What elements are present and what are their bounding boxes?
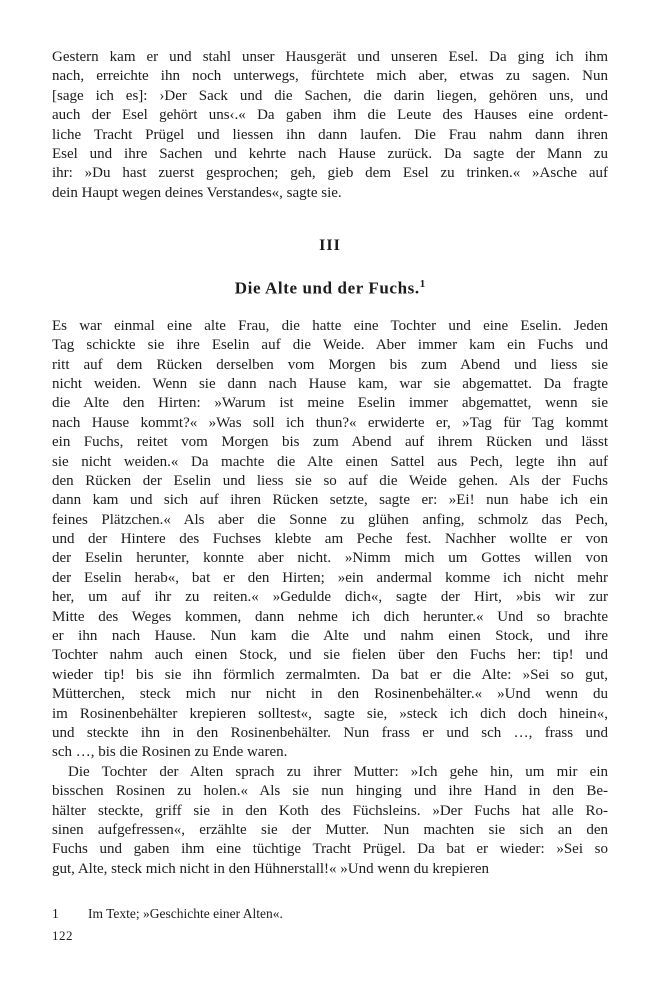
text-line: liche Tracht Prügel und liessen ihn dann laufen. Die Frau nahm dann ihren xyxy=(52,126,608,143)
text-line: hälter steckte, griff sie in den Koth des Füchsleins. »Der Fuchs hat alle Ro- xyxy=(52,802,608,819)
text-line: Fuchs und gaben ihm eine tüchtige Tracht Prügel. Da bat er wieder: »Sei so xyxy=(52,841,608,858)
text-line: Die Tochter der Alten sprach zu ihrer Mutter: »Ich gehe hin, um mir ein xyxy=(68,763,608,780)
text-line: er ihn nach Hause. Nun kam die Alte und nahm einen Stock, und ihre xyxy=(52,628,608,645)
text-line: dann kam und sich auf ihren Rücken setzte, sagte er: »Ei! nun habe ich ein xyxy=(52,492,608,509)
text-line: auch der Esel gehört uns‹.« Da gaben ihm die Leute des Hauses eine ordent- xyxy=(52,107,608,124)
text-line: nicht weiden. Wenn sie dann nach Hause kam, war sie abgemattet. Da fragte xyxy=(52,375,608,392)
footnote-ref: 1 xyxy=(419,278,426,291)
text-line: ein Fuchs, reitet vom Morgen bis zum Abend auf ihrem Rücken und lässt xyxy=(52,434,608,451)
text-line: gut, Alte, steck mich nicht in den Hühnerstall!« »Und wenn du krepieren xyxy=(52,860,489,877)
text-line: dein Haupt wegen deines Verstandes«, sagte sie. xyxy=(52,184,342,201)
text-line: die Alte den Hirten: »Warum ist meine Eselin immer abgemattet, wenn sie xyxy=(52,395,608,412)
text-line: ihr: »Du hast zuerst gesprochen; geh, gieb dem Esel zu trinken.« »Asche auf xyxy=(52,165,608,182)
text-line: Tochter nahm auch einen Stock, und sie fielen über den Fuchs her: tip! und xyxy=(52,647,608,664)
text-line: und der Hintere des Fuchses klebte am Peche fest. Nachher wollte er von xyxy=(52,531,608,548)
text-line: den Rücken der Eselin und liess sie so auf die Weide gehen. Als der Fuchs xyxy=(52,472,608,489)
footnote-marker: 1 xyxy=(52,906,59,922)
text-block xyxy=(52,48,608,922)
text-line: der Eselin herab«, bat er den Hirten; »ein andermal komme ich nicht mehr xyxy=(52,569,608,586)
text-line: Gestern kam er und stahl unser Hausgerät und unseren Esel. Da ging ich ihm xyxy=(52,49,608,65)
text-line: nach, erreichte ihn noch unterwegs, fürchtete mich aber, etwas zu sagen. Nun xyxy=(52,68,608,85)
paragraph-story-2 xyxy=(52,763,608,879)
text-line: [sage ich es]: ›Der Sack und die Sachen, die darin liegen, gehören uns, und xyxy=(52,87,608,104)
paragraph-story xyxy=(52,317,608,763)
paragraph-continuation xyxy=(52,48,608,203)
text-line: sinen aufgefressen«, erzählte sie der Mutter. Nun machten sie sich an den xyxy=(52,821,608,838)
text-line: sie nicht weiden.« Da machte die Alte einen Sattel aus Pech, legte ihn auf xyxy=(52,453,608,470)
text-line: sch …, bis die Rosinen zu Ende waren. xyxy=(52,744,288,761)
text-line: Es war einmal eine alte Frau, die hatte eine Tochter und eine Eselin. Jeden xyxy=(52,317,608,334)
text-line: Mitte des Weges kommen, dann nehme ich dich herunter.« Und so brachte xyxy=(52,608,608,625)
text-line: Mütterchen, steck mich nur nicht in den Rosinenbehälter.« »Und wenn du xyxy=(52,686,608,703)
footnote xyxy=(52,905,608,922)
page-number: 122 xyxy=(52,928,73,943)
footnote-text: Im Texte; »Geschichte einer Alten«. xyxy=(88,906,283,922)
text-line: feines Plätzchen.« Als aber die Sonne zu glühen anfing, schmolz das Pech, xyxy=(52,511,608,528)
story-title xyxy=(52,272,608,301)
text-line: nach Hause kommt?« »Was soll ich thun?« erwiderte er, »Tag für Tag kommt xyxy=(52,414,608,431)
text-line: ritt auf dem Rücken derselben vom Morgen bis zum Abend und liess sie xyxy=(52,356,608,373)
section-numeral: III xyxy=(319,237,341,255)
text-line: her, um auf ihr zu reiten.« »Gedulde dich«, sagte der Hirt, »bis wir zur xyxy=(52,589,608,606)
story-title-text: Die Alte und der Fuchs. xyxy=(234,278,420,298)
text-line: bisschen Rosinen zu holen.« Als sie nun hinging und ihre Hand in den Be- xyxy=(52,783,608,800)
text-line: Esel und ihre Sachen und kehrte nach Hause zurück. Da sagte der Mann zu xyxy=(52,145,608,162)
text-line: und steckte ihn in den Rosinenbehälter. Nun frass er und sch …, frass und xyxy=(52,724,608,741)
text-line: wieder tip! bis sie ihn förmlich zermalmten. Da bat er die Alte: »Sei so gut, xyxy=(52,666,608,683)
text-line: der Eselin herunter, konnte aber nicht. »Nimm mich um Gottes willen von xyxy=(52,550,608,567)
text-line: Tag schickte sie ihre Eselin auf die Weide. Aber immer kam ein Fuchs und xyxy=(52,337,608,354)
text-line: im Rosinenbehälter krepieren solltest«, sagte sie, »steck ich dich doch hinein«, xyxy=(52,705,608,722)
